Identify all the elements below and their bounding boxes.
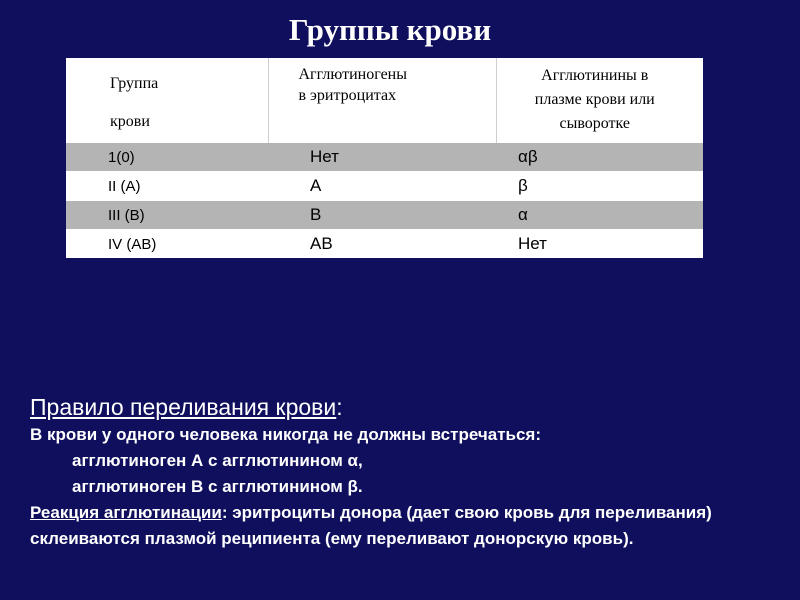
cell-group: III (B) bbox=[66, 201, 268, 230]
cell-agglutinogens: B bbox=[268, 201, 496, 230]
rules-line-indented: агглютиноген А с агглютинином α, bbox=[72, 451, 363, 470]
header-agglutinins bbox=[496, 58, 703, 143]
reaction-label: Реакция агглютинации bbox=[30, 503, 222, 522]
cell-agglutinins: Нет bbox=[496, 230, 703, 259]
blood-groups-table bbox=[66, 58, 703, 258]
header-line: Агглютинины в bbox=[541, 67, 649, 84]
cell-agglutinins: αβ bbox=[496, 143, 703, 172]
cell-group: IV (AB) bbox=[66, 230, 268, 259]
header-blood-group bbox=[66, 58, 268, 143]
cell-agglutinogens: AB bbox=[268, 230, 496, 259]
table-row bbox=[66, 172, 703, 201]
rules-heading-colon: : bbox=[336, 394, 343, 420]
header-line: сыворотке bbox=[559, 115, 631, 132]
header-line: в эритроцитах bbox=[298, 87, 397, 104]
table-row bbox=[66, 143, 703, 172]
header-line: Группа bbox=[110, 75, 159, 92]
header-line: Агглютиногены bbox=[298, 66, 407, 83]
cell-agglutinins: α bbox=[496, 201, 703, 230]
header-line: плазме крови или bbox=[534, 91, 655, 108]
cell-group: II (A) bbox=[66, 172, 268, 201]
cell-agglutinins: β bbox=[496, 172, 703, 201]
reaction-paragraph bbox=[30, 500, 790, 552]
cell-group: 1(0) bbox=[66, 143, 268, 172]
rules-heading bbox=[30, 392, 790, 422]
cell-agglutinogens: Нет bbox=[268, 143, 496, 172]
table-row bbox=[66, 201, 703, 230]
reaction-text: : эритроциты донора (дает свою кровь для переливания) склеиваются плазмой реципиента (ему переливают донорскую кровь). bbox=[30, 503, 712, 548]
transfusion-rules bbox=[30, 392, 790, 552]
slide-title: Группы крови bbox=[288, 12, 492, 47]
rules-line-indented: агглютиноген В с агглютинином β. bbox=[72, 477, 363, 496]
rules-heading-text: Правило переливания крови bbox=[30, 394, 337, 420]
table-row bbox=[66, 230, 703, 259]
header-line: крови bbox=[110, 113, 150, 130]
header-agglutinogens bbox=[268, 58, 496, 143]
cell-agglutinogens: A bbox=[268, 172, 496, 201]
rules-line: В крови у одного человека никогда не должны встречаться: bbox=[30, 425, 542, 444]
table-header-row bbox=[66, 58, 703, 143]
